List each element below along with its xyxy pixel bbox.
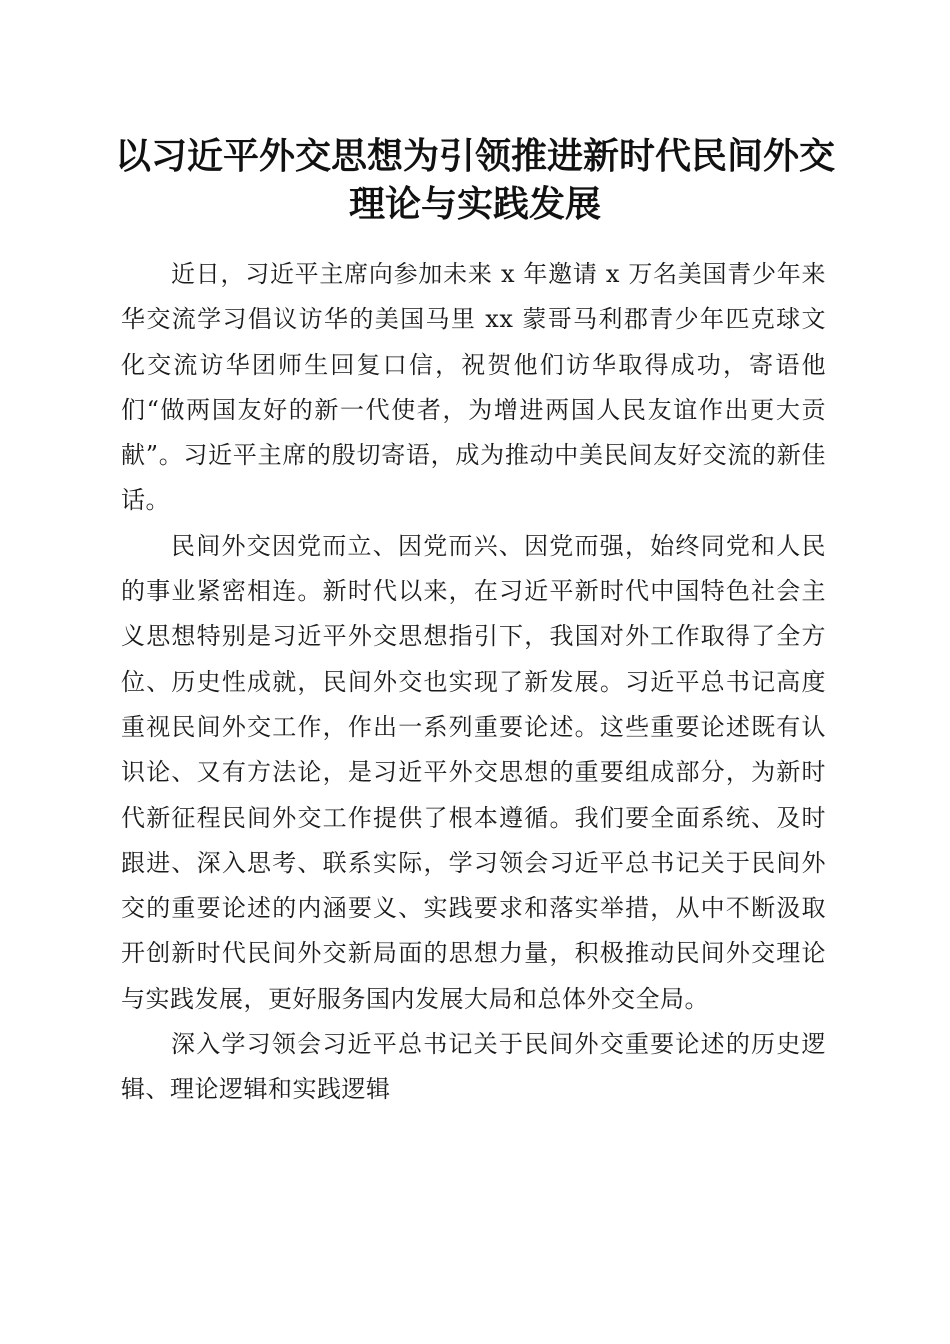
document-body	[121, 252, 826, 1113]
paragraph-2: 民间外交因党而立、因党而兴、因党而强，始终同党和人民的事业紧密相连。新时代以来，在习近平新时代中国特色社会主义思想特别是习近平外交思想指引下，我国对外工作取得了全方位、历史性成就，民间外交也实现了新发展。习近平总书记高度重视民间外交工作，作出一系列重要论述。这些重要论述既有认识论、又有方法论，是习近平外交思想的重要组成部分，为新时代新征程民间外交工作提供了根本遵循。我们要全面系统、及时跟进、深入思考、联系实际，学习领会习近平总书记关于民间外交的重要论述的内涵要义、实践要求和落实举措，从中不断汲取开创新时代民间外交新局面的思想力量，积极推动民间外交理论与实践发展，更好服务国内发展大局和总体外交全局。	[121, 531, 826, 1013]
paragraph-3: 深入学习领会习近平总书记关于民间外交重要论述的历史逻辑、理论逻辑和实践逻辑	[121, 1030, 826, 1104]
title-line-1: 以习近平外交思想为引领推进新时代民间外交	[114, 135, 835, 177]
title-line-2: 理论与实践发展	[348, 183, 601, 225]
paragraph-1: 近日，习近平主席向参加未来 x 年邀请 x 万名美国青少年来华交流学习倡议访华的美国马里 xx 蒙哥马利郡青少年匹克球文化交流访华团师生回复口信，祝贺他们访华取得成功，寄语他们“做两国友好的新一代使者，为增进两国人民友谊作出更大贡献”。习近平主席的殷切寄语，成为推动中美民间友好交流的新佳话。	[121, 260, 826, 515]
document-title	[110, 132, 840, 228]
